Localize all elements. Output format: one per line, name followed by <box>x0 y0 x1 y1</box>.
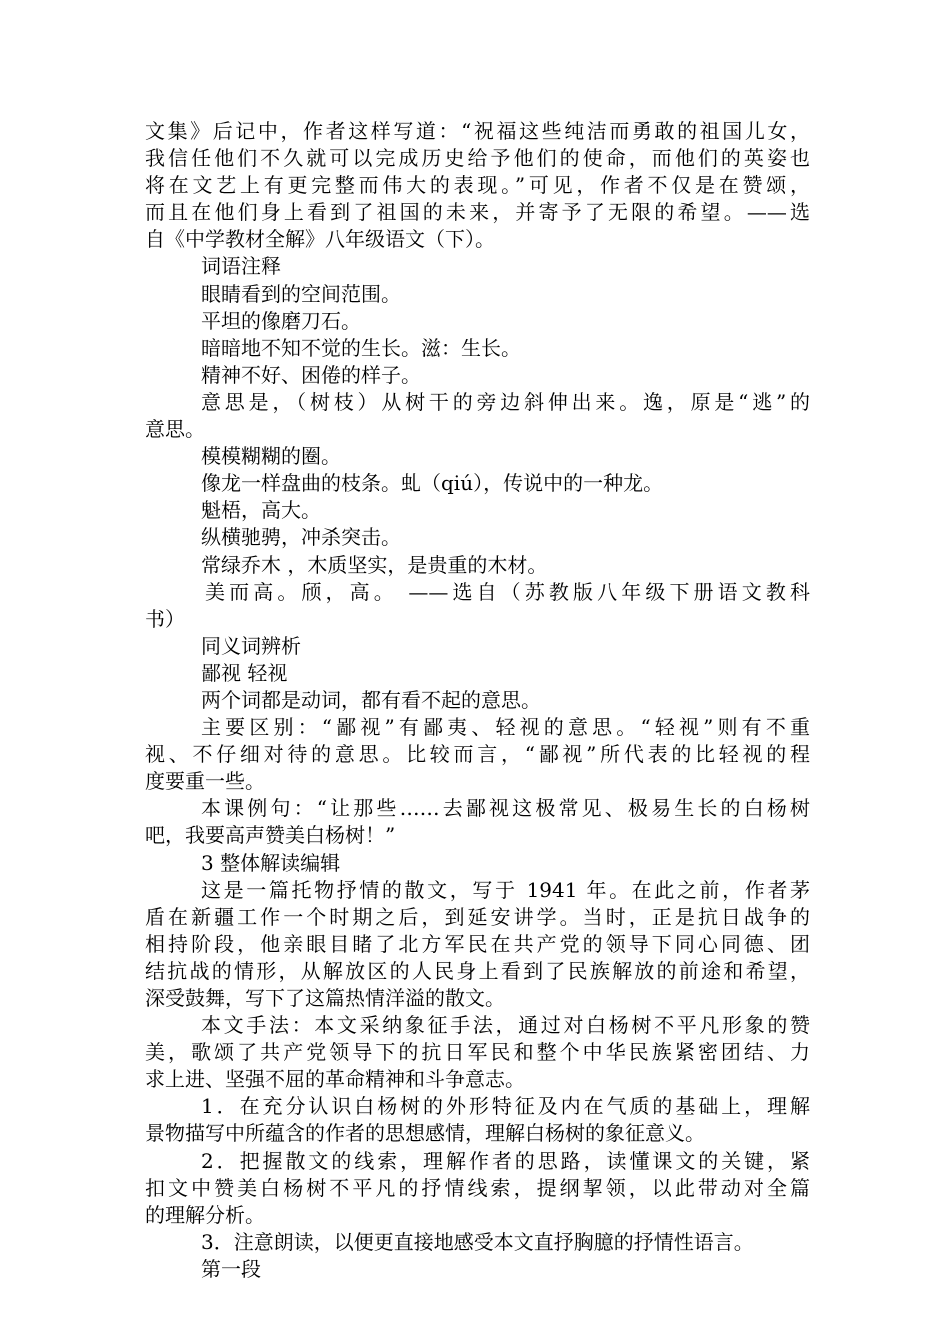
text-line: 纵横驰骋，冲杀突击。 <box>201 525 401 550</box>
text-line: 书） <box>145 606 185 631</box>
text-line: 主要区别：“鄙视”有鄙夷、轻视的意思。“轻视”则有不重 <box>201 715 810 740</box>
text-line: 我信任他们不久就可以完成历史给予他们的使命，而他们的英姿也 <box>145 146 810 171</box>
text-line: 1．在充分认识白杨树的外形特征及内在气质的基础上，理解 <box>201 1094 810 1119</box>
text-line: 将在文艺上有更完整而伟大的表现。”可见，作者不仅是在赞颂， <box>145 173 810 198</box>
text-line: 相持阶段，他亲眼目睹了北方军民在共产党的领导下同心同德、团 <box>145 931 810 956</box>
text-line: 的理解分析。 <box>145 1202 265 1227</box>
text-line: 扣文中赞美白杨树不平凡的抒情线索，提纲挈领，以此带动对全篇 <box>145 1175 810 1200</box>
text-line: 求上进、坚强不屈的革命精神和斗争意志。 <box>145 1067 525 1092</box>
text-line: 3 整体解读编辑 <box>201 850 341 875</box>
text-line: 而且在他们身上看到了祖国的未来，并寄予了无限的希望。——选 <box>145 200 810 225</box>
text-line: 模模糊糊的圈。 <box>201 444 341 469</box>
text-line: 本课例句：“让那些……去鄙视这极常见、极易生长的白杨树 <box>201 796 810 821</box>
text-line: 第一段 <box>201 1256 261 1281</box>
text-line: 深受鼓舞，写下了这篇热情洋溢的散文。 <box>145 986 505 1010</box>
text-line: 常绿乔木 ，木质坚实，是贵重的木材。 <box>201 552 548 577</box>
text-line: 文集》后记中，作者这样写道：“祝福这些纯洁而勇敢的祖国儿女， <box>145 119 810 143</box>
text-line: 本文手法：本文采纳象征手法，通过对白杨树不平凡形象的赞 <box>201 1013 810 1038</box>
text-line: 美，歌颂了共产党领导下的抗日军民和整个中华民族紧密团结、力 <box>145 1040 810 1065</box>
document-body <box>145 118 810 1283</box>
text-line: 眼睛看到的空间范围。 <box>201 281 401 306</box>
text-line: 词语注释 <box>201 254 281 279</box>
text-line: 自《中学教材全解》八年级语文（下）。 <box>145 227 495 252</box>
text-line: 意思是，（树枝）从树干的旁边斜伸出来。逸，原是“逃”的 <box>201 389 810 414</box>
text-line: 这是一篇托物抒情的散文，写于 1941 年。在此之前，作者茅 <box>201 877 810 902</box>
text-line: 意思。 <box>145 417 205 442</box>
text-line: 鄙视 轻视 <box>201 660 288 685</box>
text-line: 2．把握散文的线索，理解作者的思路，读懂课文的关键，紧 <box>201 1148 810 1173</box>
text-line: 同义词辨析 <box>201 633 301 658</box>
text-line: 3．注意朗读，以便更直接地感受本文直抒胸臆的抒情性语言。 <box>201 1229 754 1254</box>
text-line: 吧，我要高声赞美白杨树！” <box>145 823 396 848</box>
text-line: 度要重一些。 <box>145 769 265 794</box>
text-line: 视、不仔细对待的意思。比较而言，“鄙视”所代表的比轻视的程 <box>145 742 810 767</box>
text-line: 盾在新疆工作一个时期之后，到延安讲学。当时，正是抗日战争的 <box>145 904 810 929</box>
text-line: 美而高。颀，高。 ——选自（苏教版八年级下册语文教科 <box>205 579 810 604</box>
text-line: 精神不好、困倦的样子。 <box>201 362 421 387</box>
text-line: 暗暗地不知不觉的生长。滋：生长。 <box>201 335 521 360</box>
text-line: 结抗战的情形，从解放区的人民身上看到了民族解放的前途和希望， <box>145 958 810 983</box>
text-line: 像龙一样盘曲的枝条。虬（qiú），传说中的一种龙。 <box>201 471 664 496</box>
text-line: 两个词都是动词，都有看不起的意思。 <box>201 687 541 712</box>
text-line: 魁梧，高大。 <box>201 498 321 523</box>
text-line: 景物描写中所蕴含的作者的思想感情，理解白杨树的象征意义。 <box>145 1121 705 1146</box>
text-line: 平坦的像磨刀石。 <box>201 308 361 333</box>
